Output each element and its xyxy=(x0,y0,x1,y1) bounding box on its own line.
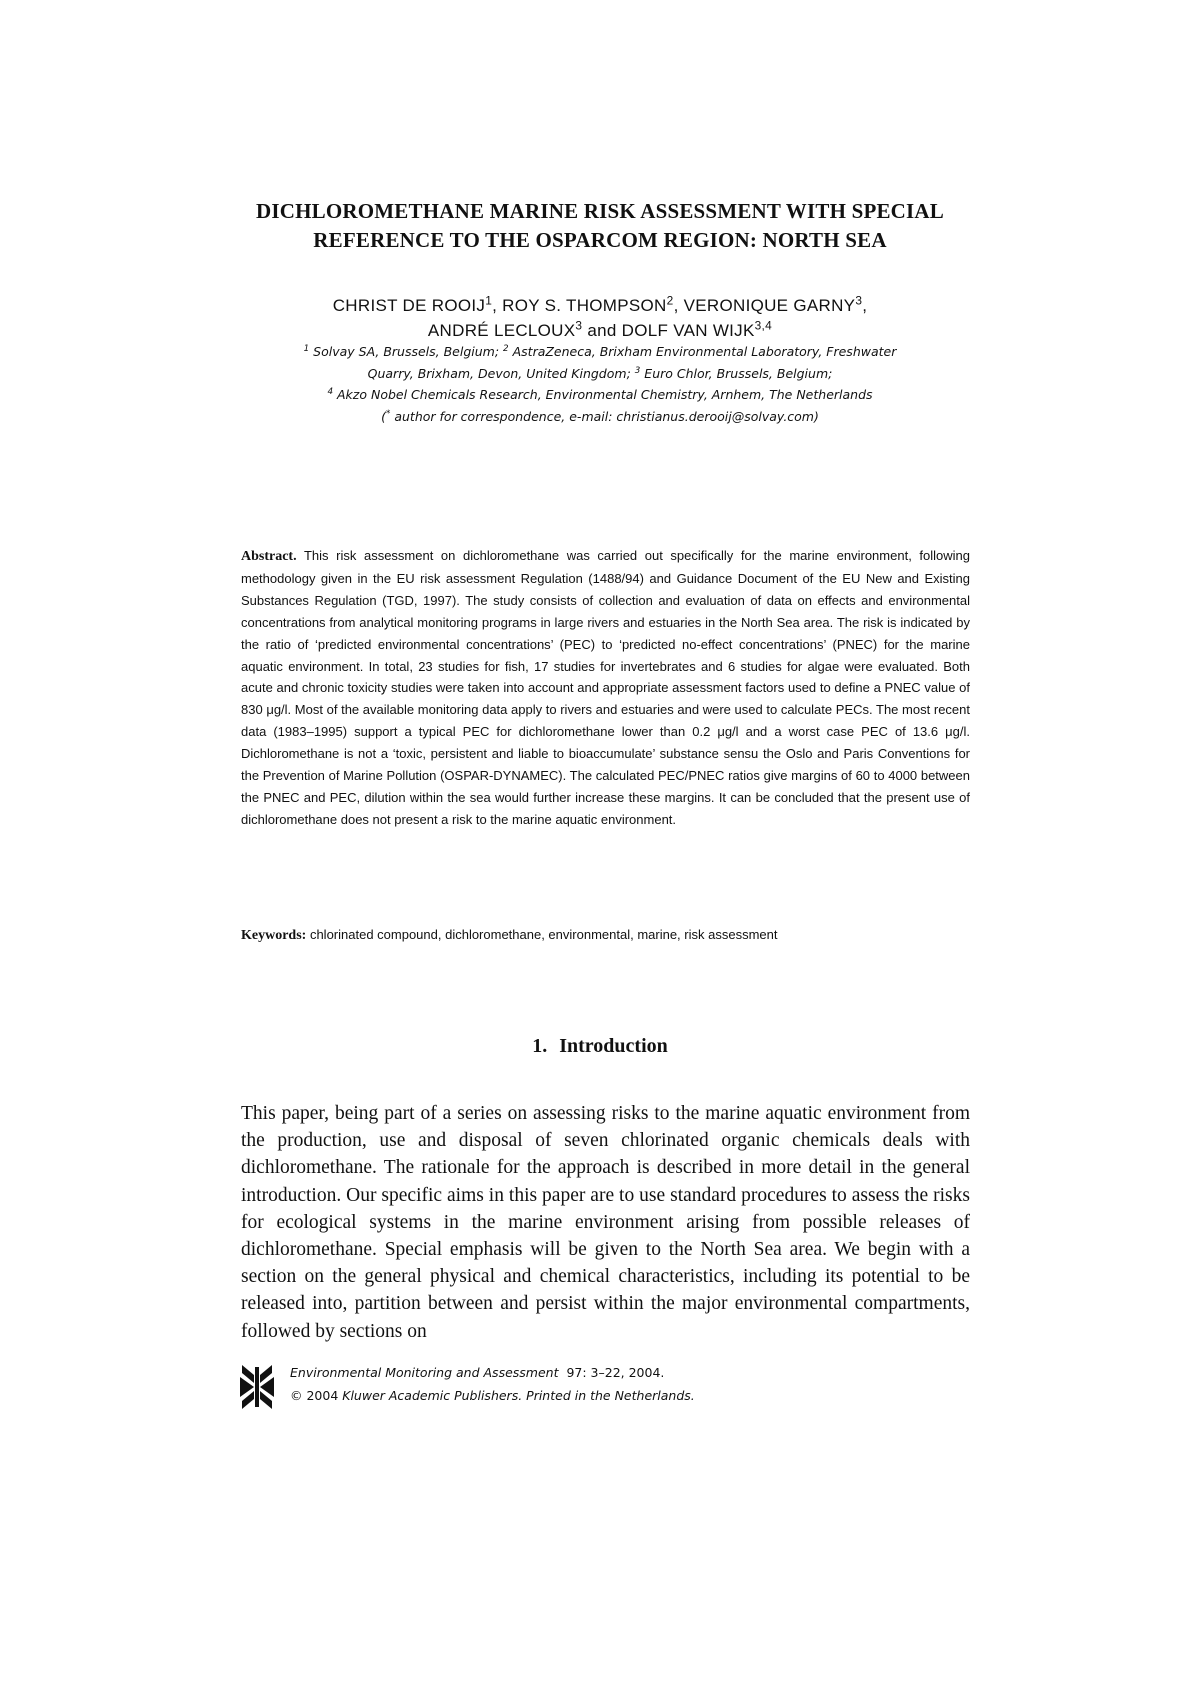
section-title: Introduction xyxy=(559,1035,668,1057)
affiliation-mark: 1 xyxy=(303,343,310,354)
abstract xyxy=(241,545,970,831)
affiliation-text: Akzo Nobel Chemicals Research, Environmental Chemistry, Arnhem, The Netherlands xyxy=(333,387,873,402)
author-name: DOLF VAN WIJK xyxy=(621,321,755,340)
author-name: VERONIQUE GARNY xyxy=(683,296,856,315)
affiliation-mark: 3 xyxy=(634,365,641,376)
author-affiliation-mark: 1 xyxy=(485,293,493,308)
author-name: ANDRÉ LECLOUX xyxy=(427,321,576,340)
author-affiliation-mark: 2 xyxy=(666,293,674,308)
publisher: Kluwer Academic Publishers. Printed in the Netherlands. xyxy=(342,1388,695,1403)
keywords-label: Keywords: xyxy=(241,928,307,943)
copyright: © 2004 xyxy=(290,1388,343,1403)
copyright-line xyxy=(290,1384,695,1407)
title-line-2: REFERENCE TO THE OSPARCOM REGION: NORTH SEA xyxy=(313,228,887,252)
footer-text xyxy=(290,1361,695,1407)
author-conjunction: and xyxy=(582,321,622,340)
author-line-2 xyxy=(220,318,980,343)
affiliation-mark: 2 xyxy=(503,343,509,354)
affiliation-line-1 xyxy=(200,341,1000,363)
section-number: 1. xyxy=(532,1035,548,1057)
introduction-paragraph: This paper, being part of a series on assessing risks to the marine aquatic environment from the production, use and disposal of seven chlorinated organic chemicals deals with dichloromethane. The rationale for the approach is described in more detail in the general introduction. Our specific aims in this paper are to use standard procedures to assess the risks for ecological systems in the marine environment arising from possible releases of dichloromethane. Special emphasis will be given to the North Sea area. We begin with a section on the general physical and chemical characteristics, including its potential to be released into, partition between and persist within the major environmental compartments, followed by sections on xyxy=(241,1103,970,1342)
journal-name: Environmental Monitoring and Assessment xyxy=(290,1365,559,1380)
author-separator: , xyxy=(492,296,503,315)
author-separator: , xyxy=(862,296,868,315)
abstract-label: Abstract. xyxy=(241,549,297,564)
correspondence-line xyxy=(200,406,1000,428)
author-name: CHRIST DE ROOIJ xyxy=(332,296,486,315)
journal-volume: 97: xyxy=(566,1365,587,1380)
author-affiliation-mark: 3,4 xyxy=(754,318,773,333)
affiliation-text: AstraZeneca, Brixham Environmental Laboratory, Freshwater xyxy=(508,344,897,359)
abstract-text: This risk assessment on dichloromethane was carried out specifically for the marine environment, following methodology given in the EU risk assessment Regulation (1488/94) and Guidance Document of the EU New and Existing Substances Regulation (TGD, 1997). The study consists of collection and evaluation of data on effects and environmental concentrations from analytical monitoring programs in large rivers and estuaries in the North Sea area. The risk is indicated by the ratio of ‘predicted environmental concentrations’ (PEC) to ‘predicted no-effect concentrations’ (PNEC) for the marine aquatic environment. In total, 23 studies for fish, 17 studies for invertebrates and 6 studies for algae were evaluated. Both acute and chronic toxicity studies were taken into account and appropriate assessment factors used to define a PNEC value of 830 μg/l. Most of the available monitoring data apply to rivers and estuaries and were used to calculate PECs. The most recent data (1983–1995) support a typical PEC for dichloromethane lower than 0.2 μg/l and a worst case PEC of 13.6 μg/l. Dichloromethane is not a ‘toxic, persistent and liable to bioaccumulate’ substance sensu the Oslo and Paris Conventions for the Prevention of Marine Pollution (OSPAR-DYNAMEC). The calculated PEC/PNEC ratios give margins of 60 to 4000 between the PNEC and PEC, dilution within the sea would further increase these margins. It can be concluded that the present use of dichloromethane does not present a risk to the marine aquatic environment. xyxy=(241,548,970,827)
author-list xyxy=(220,293,980,343)
author-separator: , xyxy=(673,296,684,315)
affiliation-line-3 xyxy=(200,384,1000,406)
journal-pages: 3–22, 2004. xyxy=(586,1365,665,1380)
affiliations xyxy=(200,341,1000,427)
kluwer-logo-icon xyxy=(240,1363,274,1411)
correspondence-text: author for correspondence, e-mail: christianus.derooij@solvay.com) xyxy=(390,408,819,424)
paren: ( xyxy=(381,408,386,424)
keywords xyxy=(241,924,970,947)
affiliation-text: Quarry, Brixham, Devon, United Kingdom; xyxy=(367,365,635,381)
affiliation-line-2 xyxy=(200,363,1000,385)
correspondence-mark: * xyxy=(386,408,391,419)
paper-title xyxy=(200,197,1000,255)
author-line-1 xyxy=(220,293,980,318)
journal-footer xyxy=(240,1361,960,1421)
author-affiliation-mark: 3 xyxy=(575,318,583,333)
author-name: ROY S. THOMPSON xyxy=(502,296,667,315)
affiliation-text: Solvay SA, Brussels, Belgium; xyxy=(309,344,504,359)
affiliation-mark: 4 xyxy=(327,386,334,397)
section-heading xyxy=(200,1033,1000,1059)
keywords-text: chlorinated compound, dichloromethane, environmental, marine, risk assessment xyxy=(309,927,778,942)
affiliation-text: Euro Chlor, Brussels, Belgium; xyxy=(640,365,833,381)
journal-citation xyxy=(290,1361,695,1384)
title-line-1: DICHLOROMETHANE MARINE RISK ASSESSMENT WITH SPECIAL xyxy=(256,199,944,223)
author-affiliation-mark: 3 xyxy=(855,293,863,308)
